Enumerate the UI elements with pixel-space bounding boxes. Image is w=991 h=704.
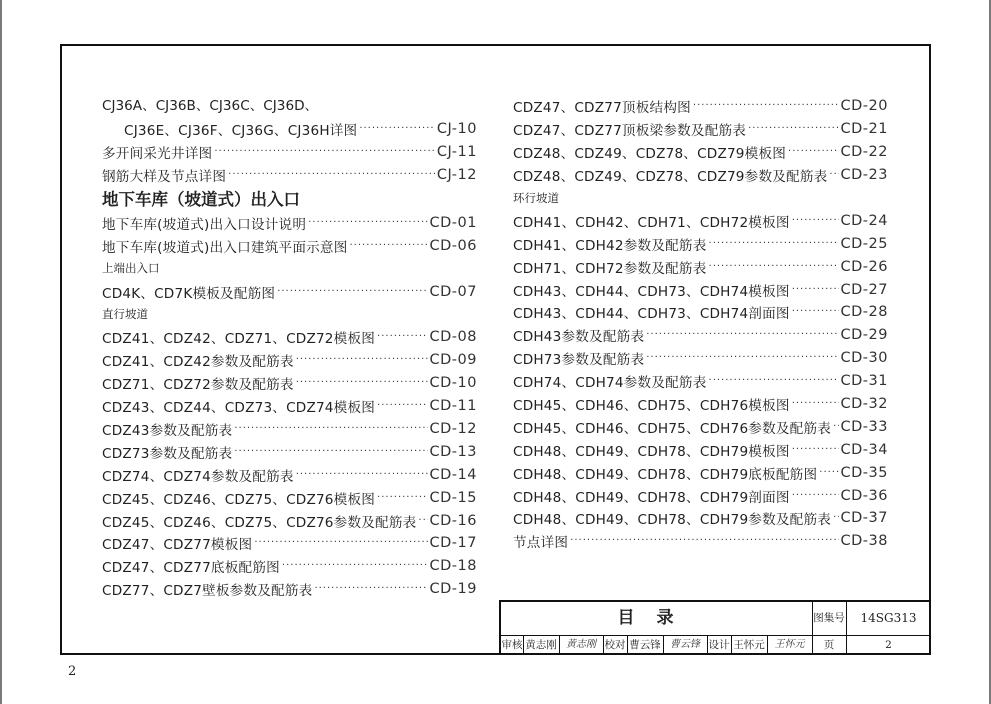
checker-name: 曹云锋 [627,635,664,655]
toc-entry-title: CDH74、CDH74参数及配筋表 [513,375,707,392]
toc-entry-page: CD-27 [840,281,888,298]
dot-leader [819,462,838,484]
toc-entry-title: CDH48、CDH49、CDH78、CDH79参数及配筋表 [513,512,832,529]
toc-entry-title: CDH48、CDH49、CDH78、CDH79底板配筋图 [513,466,818,483]
toc-entry-title: 节点详图 [513,535,569,552]
toc-entry[interactable] [102,141,477,164]
toc-entry-title: CJ36E、CJ36F、CJ36G、CJ36H详图 [124,123,358,140]
toc-entry[interactable] [102,578,477,601]
toc-entry-page: CD-35 [840,464,888,481]
toc-entry[interactable] [513,484,888,507]
toc-entry-title: 地下车库(坡道式)出入口建筑平面示意图 [102,239,348,256]
toc-entry-title: CDZ74、CDZ74参数及配筋表 [102,468,294,485]
dot-leader [833,416,838,438]
toc-entry[interactable] [513,95,888,118]
title-block-signature-row [501,635,931,655]
dot-leader [792,393,839,415]
toc-entry-title: CD4K、CD7K模板及配筋图 [102,285,276,302]
atlas-number-label: 图集号 [812,602,847,635]
toc-entry-title: CDZ47、CDZ77顶板结构图 [513,100,691,117]
toc-entry-page: CD-20 [840,98,888,115]
designer-signature: 王怀元 [767,635,813,655]
toc-entry-title: CDZ48、CDZ49、CDZ78、CDZ79模板图 [513,146,787,163]
dot-leader [377,326,427,348]
toc-entry-page: CD-23 [840,167,888,184]
toc-entry[interactable] [513,461,888,484]
toc-entry-title: CDZ41、CDZ42参数及配筋表 [102,354,294,371]
toc-entry-title: CDZ73参数及配筋表 [102,445,233,462]
dot-leader [308,212,427,234]
subsection-label: 环行坡道 [513,190,559,205]
toc-entry-title: CDZ47、CDZ77顶板梁参数及配筋表 [513,123,747,140]
toc-entry-title: CDZ45、CDZ46、CDZ75、CDZ76模板图 [102,491,376,508]
dot-leader [234,418,427,440]
toc-entry-page: CD-38 [840,533,888,550]
toc-entry-page: CJ-11 [436,144,477,161]
checker-signature: 曹云锋 [663,635,708,655]
toc-entry[interactable] [102,418,477,441]
toc-entry-page: CD-34 [840,441,888,458]
toc-entry-page: CD-33 [840,418,888,435]
toc-entry[interactable] [102,118,477,141]
toc-entry-page: CD-30 [840,350,888,367]
title-block [499,600,931,655]
toc-entry-title: CDH45、CDH46、CDH75、CDH76参数及配筋表 [513,420,832,437]
title-block-top-row [501,602,931,636]
toc-entry-continuation: CJ36A、CJ36B、CJ36C、CJ36D、 [102,98,319,114]
dot-leader [359,118,435,140]
toc-entry-page: CD-08 [429,329,477,346]
toc-entry-page: CJ-12 [436,167,477,184]
toc-entry-page: CJ-10 [436,121,477,138]
toc-entry[interactable] [513,415,888,438]
toc-entry-title: CDZ43参数及配筋表 [102,423,233,440]
dot-leader [693,95,839,117]
section-heading: 地下车库（坡道式）出入口 [102,189,300,209]
toc-entry-title: CDZ48、CDZ49、CDZ78、CDZ79参数及配筋表 [513,169,828,186]
toc-entry-page: CD-25 [840,235,888,252]
reviewer-signature: 黄志刚 [559,635,604,655]
toc-entry-page: CD-31 [840,373,888,390]
toc-entry-page: CD-37 [840,510,888,527]
dot-leader [234,441,427,463]
dot-leader [792,301,839,323]
toc-entry[interactable] [513,255,888,278]
toc-entry[interactable] [513,370,888,393]
dot-leader [792,439,839,461]
toc-entry[interactable] [513,393,888,416]
toc-entry-page: CD-06 [429,237,477,254]
toc-entry-title: CDH41、CDH42、CDH71、CDH72模板图 [513,214,790,231]
dot-leader [792,210,839,232]
toc-entry-page: CD-12 [429,421,477,438]
dot-leader [214,141,435,163]
toc-right-column [513,95,888,553]
toc-entry-page: CD-26 [840,258,888,275]
toc-entry-page: CD-17 [429,535,477,552]
dot-leader [709,256,839,278]
toc-entry[interactable] [102,395,477,418]
toc-entry-title: CDH45、CDH46、CDH75、CDH76模板图 [513,398,790,415]
dot-leader [646,324,838,346]
toc-entry-title: CDZ77、CDZ7壁板参数及配筋表 [102,583,313,600]
toc-entry-title: 多开间采光井详图 [102,146,213,163]
toc-entry-page: CD-09 [429,352,477,369]
toc-entry-page: CD-14 [429,466,477,483]
toc-entry-title: CDH41、CDH42参数及配筋表 [513,237,707,254]
toc-entry-title: CDH48、CDH49、CDH78、CDH79剖面图 [513,489,790,506]
dot-leader [646,347,838,369]
toc-entry[interactable] [102,486,477,509]
toc-entry-title: CDH73参数及配筋表 [513,352,645,369]
toc-entry-page: CD-13 [429,443,477,460]
dot-leader [254,532,427,554]
atlas-number: 14SG313 [860,611,917,625]
toc-entry-title: 地下车库(坡道式)出入口设计说明 [102,217,307,233]
page-edge-left [0,0,2,704]
toc-entry-title: CDZ47、CDZ77模板图 [102,537,253,554]
toc-entry[interactable] [102,463,477,486]
toc-entry[interactable] [102,349,477,372]
toc-entry-title: 钢筋大样及节点详图 [102,169,227,186]
toc-entry-page: CD-36 [840,487,888,504]
toc-entry-title: CDZ43、CDZ44、CDZ73、CDZ74模板图 [102,400,376,417]
toc-entry-page: CD-07 [429,283,477,300]
title-block-page-number: 2 [885,639,892,651]
toc-entry-title: CDH43、CDH44、CDH73、CDH74模板图 [513,283,790,300]
toc-entry[interactable] [513,164,888,187]
toc-entry[interactable] [513,141,888,164]
dot-leader [282,555,428,577]
toc-entry-title: CDH43参数及配筋表 [513,329,645,346]
dot-leader [296,372,428,394]
toc-entry[interactable] [513,347,888,370]
toc-entry[interactable] [513,232,888,255]
toc-entry-page: CD-24 [840,212,888,229]
designer-label: 设计 [707,635,732,655]
toc-entry[interactable] [102,532,477,555]
reviewer-name: 黄志刚 [523,635,560,655]
toc-entry[interactable] [513,438,888,461]
page-label: 页 [812,635,847,655]
toc-entry[interactable] [513,324,888,347]
toc-entry[interactable] [513,507,888,530]
toc-entry-page: CD-01 [429,215,477,231]
designer-name: 王怀元 [731,635,768,655]
dot-leader [748,118,838,140]
toc-entry[interactable] [102,372,477,395]
dot-leader [314,578,427,600]
toc-entry-page: CD-10 [429,375,477,392]
toc-entry-page: CD-11 [429,398,477,415]
toc-entry[interactable] [102,326,477,349]
toc-entry-page: CD-28 [840,304,888,321]
dot-leader [792,279,839,301]
toc-entry[interactable] [513,209,888,232]
reviewer-label: 审核 [501,635,524,655]
toc-entry[interactable] [102,555,477,578]
sheet-page-number: 2 [68,664,77,679]
dot-leader [277,281,427,303]
toc-entry[interactable] [102,280,477,303]
toc-entry-title: CDZ47、CDZ77底板配筋图 [102,560,280,577]
dot-leader [228,164,435,186]
toc-entry-page: CD-29 [840,327,888,344]
dot-leader [829,164,838,186]
toc-entry[interactable] [102,509,477,532]
checker-label: 校对 [603,635,628,655]
toc-entry-page: CD-21 [840,121,888,138]
dot-leader [296,464,428,486]
dot-leader [296,349,428,371]
toc-entry-page: CD-22 [840,144,888,161]
toc-entry-page: CD-18 [429,558,477,575]
toc-entry[interactable] [513,118,888,141]
dot-leader [570,530,838,552]
toc-left-column [102,95,477,601]
subsection-label: 直行坡道 [102,307,148,322]
dot-leader [377,395,427,417]
toc-entry[interactable] [102,212,477,235]
dot-leader [788,141,838,163]
toc-entry[interactable] [102,164,477,187]
drawing-title: 目录 [501,602,813,635]
toc-entry-page: CD-15 [429,489,477,506]
toc-entry[interactable] [513,278,888,301]
toc-entry-title: CDZ41、CDZ42、CDZ71、CDZ72模板图 [102,331,376,348]
dot-leader [709,233,839,255]
dot-leader [792,485,839,507]
dot-leader [709,370,839,392]
toc-entry-title: CDH43、CDH44、CDH73、CDH74剖面图 [513,306,790,323]
dot-leader [350,235,428,257]
toc-entry[interactable] [102,234,477,257]
toc-entry-page: CD-16 [429,512,477,529]
toc-entry[interactable] [513,530,888,553]
toc-entry-title: CDZ71、CDZ72参数及配筋表 [102,377,294,394]
dot-leader [377,487,427,509]
dot-leader [418,510,427,532]
toc-entry[interactable] [102,440,477,463]
toc-entry-title: CDZ45、CDZ46、CDZ75、CDZ76参数及配筋表 [102,514,417,531]
subsection-label: 上端出入口 [102,261,160,276]
toc-entry-title: CDH71、CDH72参数及配筋表 [513,260,707,277]
dot-leader [833,507,838,529]
toc-entry[interactable] [513,301,888,324]
toc-entry-page: CD-32 [840,396,888,413]
toc-entry-title: CDH48、CDH49、CDH78、CDH79模板图 [513,443,790,460]
toc-entry-page: CD-19 [429,581,477,598]
